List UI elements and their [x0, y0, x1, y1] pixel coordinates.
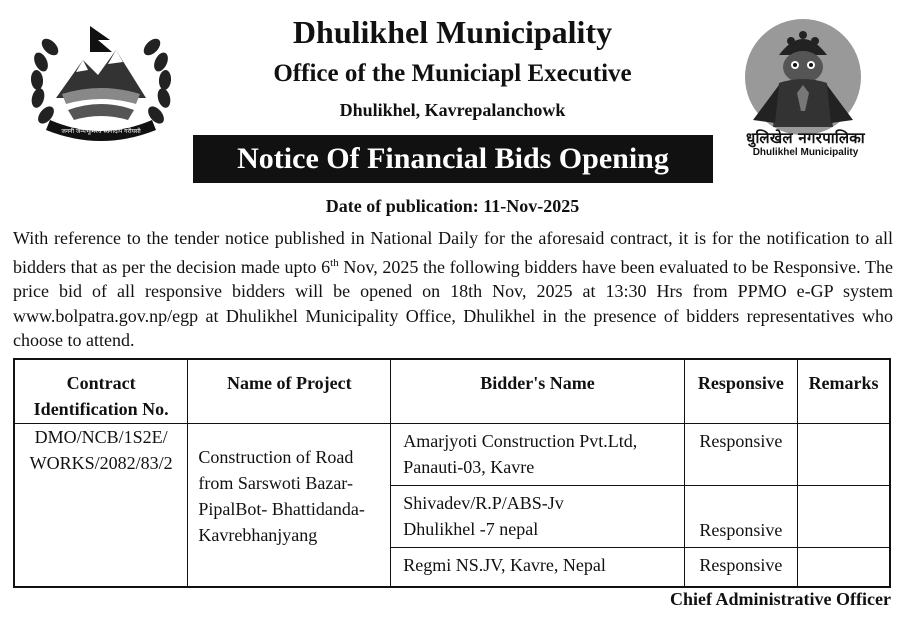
- table-row: [14, 424, 890, 486]
- bidder-name-cell: Amarjyoti Construction Pvt.Ltd, Panauti-03, Kavre: [391, 424, 684, 486]
- responsive-cell: Responsive: [684, 548, 798, 588]
- location-subtitle: Dhulikhel, Kavrepalanchowk: [339, 100, 566, 120]
- remarks-cell: [798, 548, 890, 588]
- header-responsive: Responsive: [684, 359, 798, 424]
- bidder-name-cell: Shivadev/R.P/ABS-Jv Dhulikhel -7 nepal: [391, 486, 684, 548]
- bidders-table: [13, 358, 891, 588]
- notice-title-banner: Notice Of Financial Bids Opening: [193, 135, 713, 183]
- responsive-cell: Responsive: [684, 424, 798, 486]
- municipality-title: Dhulikhel Municipality: [292, 14, 613, 50]
- logo-name-english: Dhulikhel Municipality: [752, 147, 859, 158]
- bidder-name-cell: Regmi NS.JV, Kavre, Nepal: [391, 548, 684, 588]
- remarks-cell: [798, 424, 890, 486]
- header-bidder: Bidder's Name: [391, 359, 684, 424]
- signature-title: Chief Administrative Officer: [670, 589, 891, 609]
- table-header-row: [14, 359, 890, 424]
- notice-body: [13, 226, 893, 353]
- ordinal-superscript: th: [330, 256, 339, 269]
- publication-date: Date of publication: 11-Nov-2025: [325, 196, 580, 216]
- header-contract-id: Contract Identification No.: [14, 359, 188, 424]
- project-name-cell: Construction of Road from Sarswoti Bazar- PipalBot- Bhattidanda- Kavrebhanjyang: [188, 424, 391, 588]
- office-title: Office of the Municiapl Executive: [273, 60, 632, 87]
- remarks-cell: [798, 486, 890, 548]
- contract-id-cell: DMO/NCB/1S2E/ WORKS/2082/83/2: [14, 424, 188, 588]
- header-remarks: Remarks: [798, 359, 890, 424]
- emblem-motto: जननी जन्मभूमिश्च स्वर्गादपि गरीयसी: [61, 128, 141, 135]
- logo-name-devanagari: धुलिखेल नगरपालिका: [745, 129, 865, 147]
- notice-body-part2: Nov, 2025 the following bidders have been evaluated to be Responsive. The price bid of all responsive bidders will be opened on 18th Nov, 2025 at 13:30 Hrs from PPMO e-GP system www.bolpatra.gov.np/egp at Dhulikhel Municipality Office, Dhulikhel in the presence of bidders representatives who choose to attend.: [13, 256, 893, 350]
- notice-body-part1: With reference to the tender notice published in National Daily for the aforesaid contract, it is for the notification to all bidders that as per the decision made upto 6: [13, 228, 893, 277]
- responsive-cell: Responsive: [684, 486, 798, 548]
- header-project: Name of Project: [188, 359, 391, 424]
